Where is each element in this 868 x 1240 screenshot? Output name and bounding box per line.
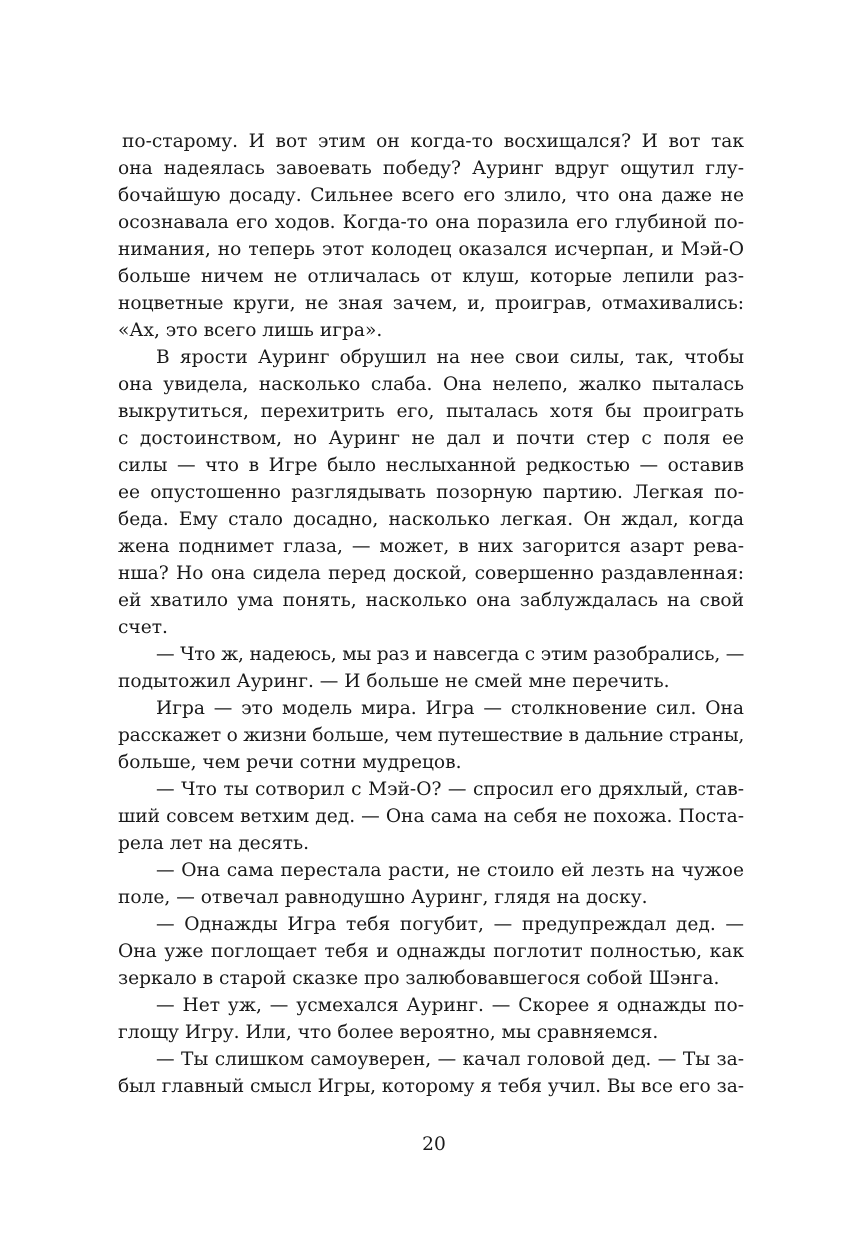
text-line: — Что ты сотворил с Мэй-О? — спросил его дряхлый, став- (156, 779, 744, 800)
text-line: расскажет о жизни больше, чем путешествие в дальние страны, (118, 725, 745, 746)
text-line: — Однажды Игра тебя погубит, — предупреждал дед. — (156, 914, 744, 935)
text-line: В ярости Ауринг обрушил на нее свои силы, так, чтобы (156, 347, 744, 368)
text-line: глощу Игру. Или, что более вероятно, мы сравняемся. (118, 1022, 659, 1043)
text-line: ее опустошенно разглядывать позорную партию. Легкая по- (118, 482, 744, 503)
text-line: — Нет уж, — усмехался Ауринг. — Скорее я однажды по- (156, 995, 744, 1016)
text-line: был главный смысл Игры, которому я тебя учил. Вы все его за- (118, 1076, 744, 1097)
text-line: по-старому. И вот этим он когда-то восхищался? И вот так (122, 131, 744, 152)
text-line: осознавала его ходов. Когда-то она поразила его глубиной по- (118, 212, 744, 233)
text-line: нимания, но теперь этот колодец оказался исчерпан, и Мэй-О (118, 239, 744, 260)
text-line: больше, чем речи сотни мудрецов. (118, 752, 462, 773)
text-line: Она уже поглощает тебя и однажды поглотит полностью, как (118, 941, 744, 962)
text-line: силы — что в Игре было неслыханной редкостью — оставив (118, 455, 744, 476)
text-line: — Что ж, надеюсь, мы раз и навсегда с этим разобрались, — (156, 644, 745, 665)
text-line: нша? Но она сидела перед доской, совершенно раздавленная: (118, 563, 744, 584)
text-line: ноцветные круги, не зная зачем, и, проиграв, отмахивались: (118, 293, 744, 314)
text-line: ший совсем ветхим дед. — Она сама на себя не похожа. Поста- (118, 806, 744, 827)
text-line: поле, — отвечал равнодушно Ауринг, глядя на доску. (118, 887, 648, 908)
text-line: больше ничем не отличалась от клуш, которые лепили раз- (118, 266, 744, 287)
text-line: она надеялась завоевать победу? Ауринг вдруг ощутил глу- (118, 158, 744, 179)
text-line: с достоинством, но Ауринг не дал и почти стер с поля ее (118, 428, 744, 449)
text-line: подытожил Ауринг. — И больше не смей мне перечить. (118, 671, 670, 692)
page-number: 20 (422, 1134, 446, 1155)
text-line: ей хватило ума понять, насколько она заблуждалась на свой (118, 590, 744, 611)
text-line: Игра — это модель мира. Игра — столкновение сил. Она (156, 698, 744, 719)
text-line: зеркало в старой сказке про залюбовавшегося собой Шэнга. (118, 968, 720, 989)
text-line: рела лет на десять. (118, 833, 310, 854)
text-line: беда. Ему стало досадно, насколько легкая. Он ждал, когда (118, 509, 744, 530)
text-line: выкрутиться, перехитрить его, пыталась хотя бы проиграть (118, 401, 744, 422)
text-line: счет. (118, 617, 168, 638)
text-line: «Ах, это всего лишь игра». (118, 320, 383, 341)
text-line: жена поднимет глаза, — может, в них загорится азарт рева- (118, 536, 744, 557)
text-line: бочайшую досаду. Сильнее всего его злило, что она даже не (118, 185, 744, 206)
text-line: — Она сама перестала расти, не стоило ей лезть на чужое (156, 860, 744, 881)
text-line: — Ты слишком самоуверен, — качал головой дед. — Ты за- (156, 1049, 744, 1070)
text-line: она увидела, насколько слаба. Она нелепо, жалко пыталась (118, 374, 744, 395)
page-body-text (118, 128, 744, 1100)
